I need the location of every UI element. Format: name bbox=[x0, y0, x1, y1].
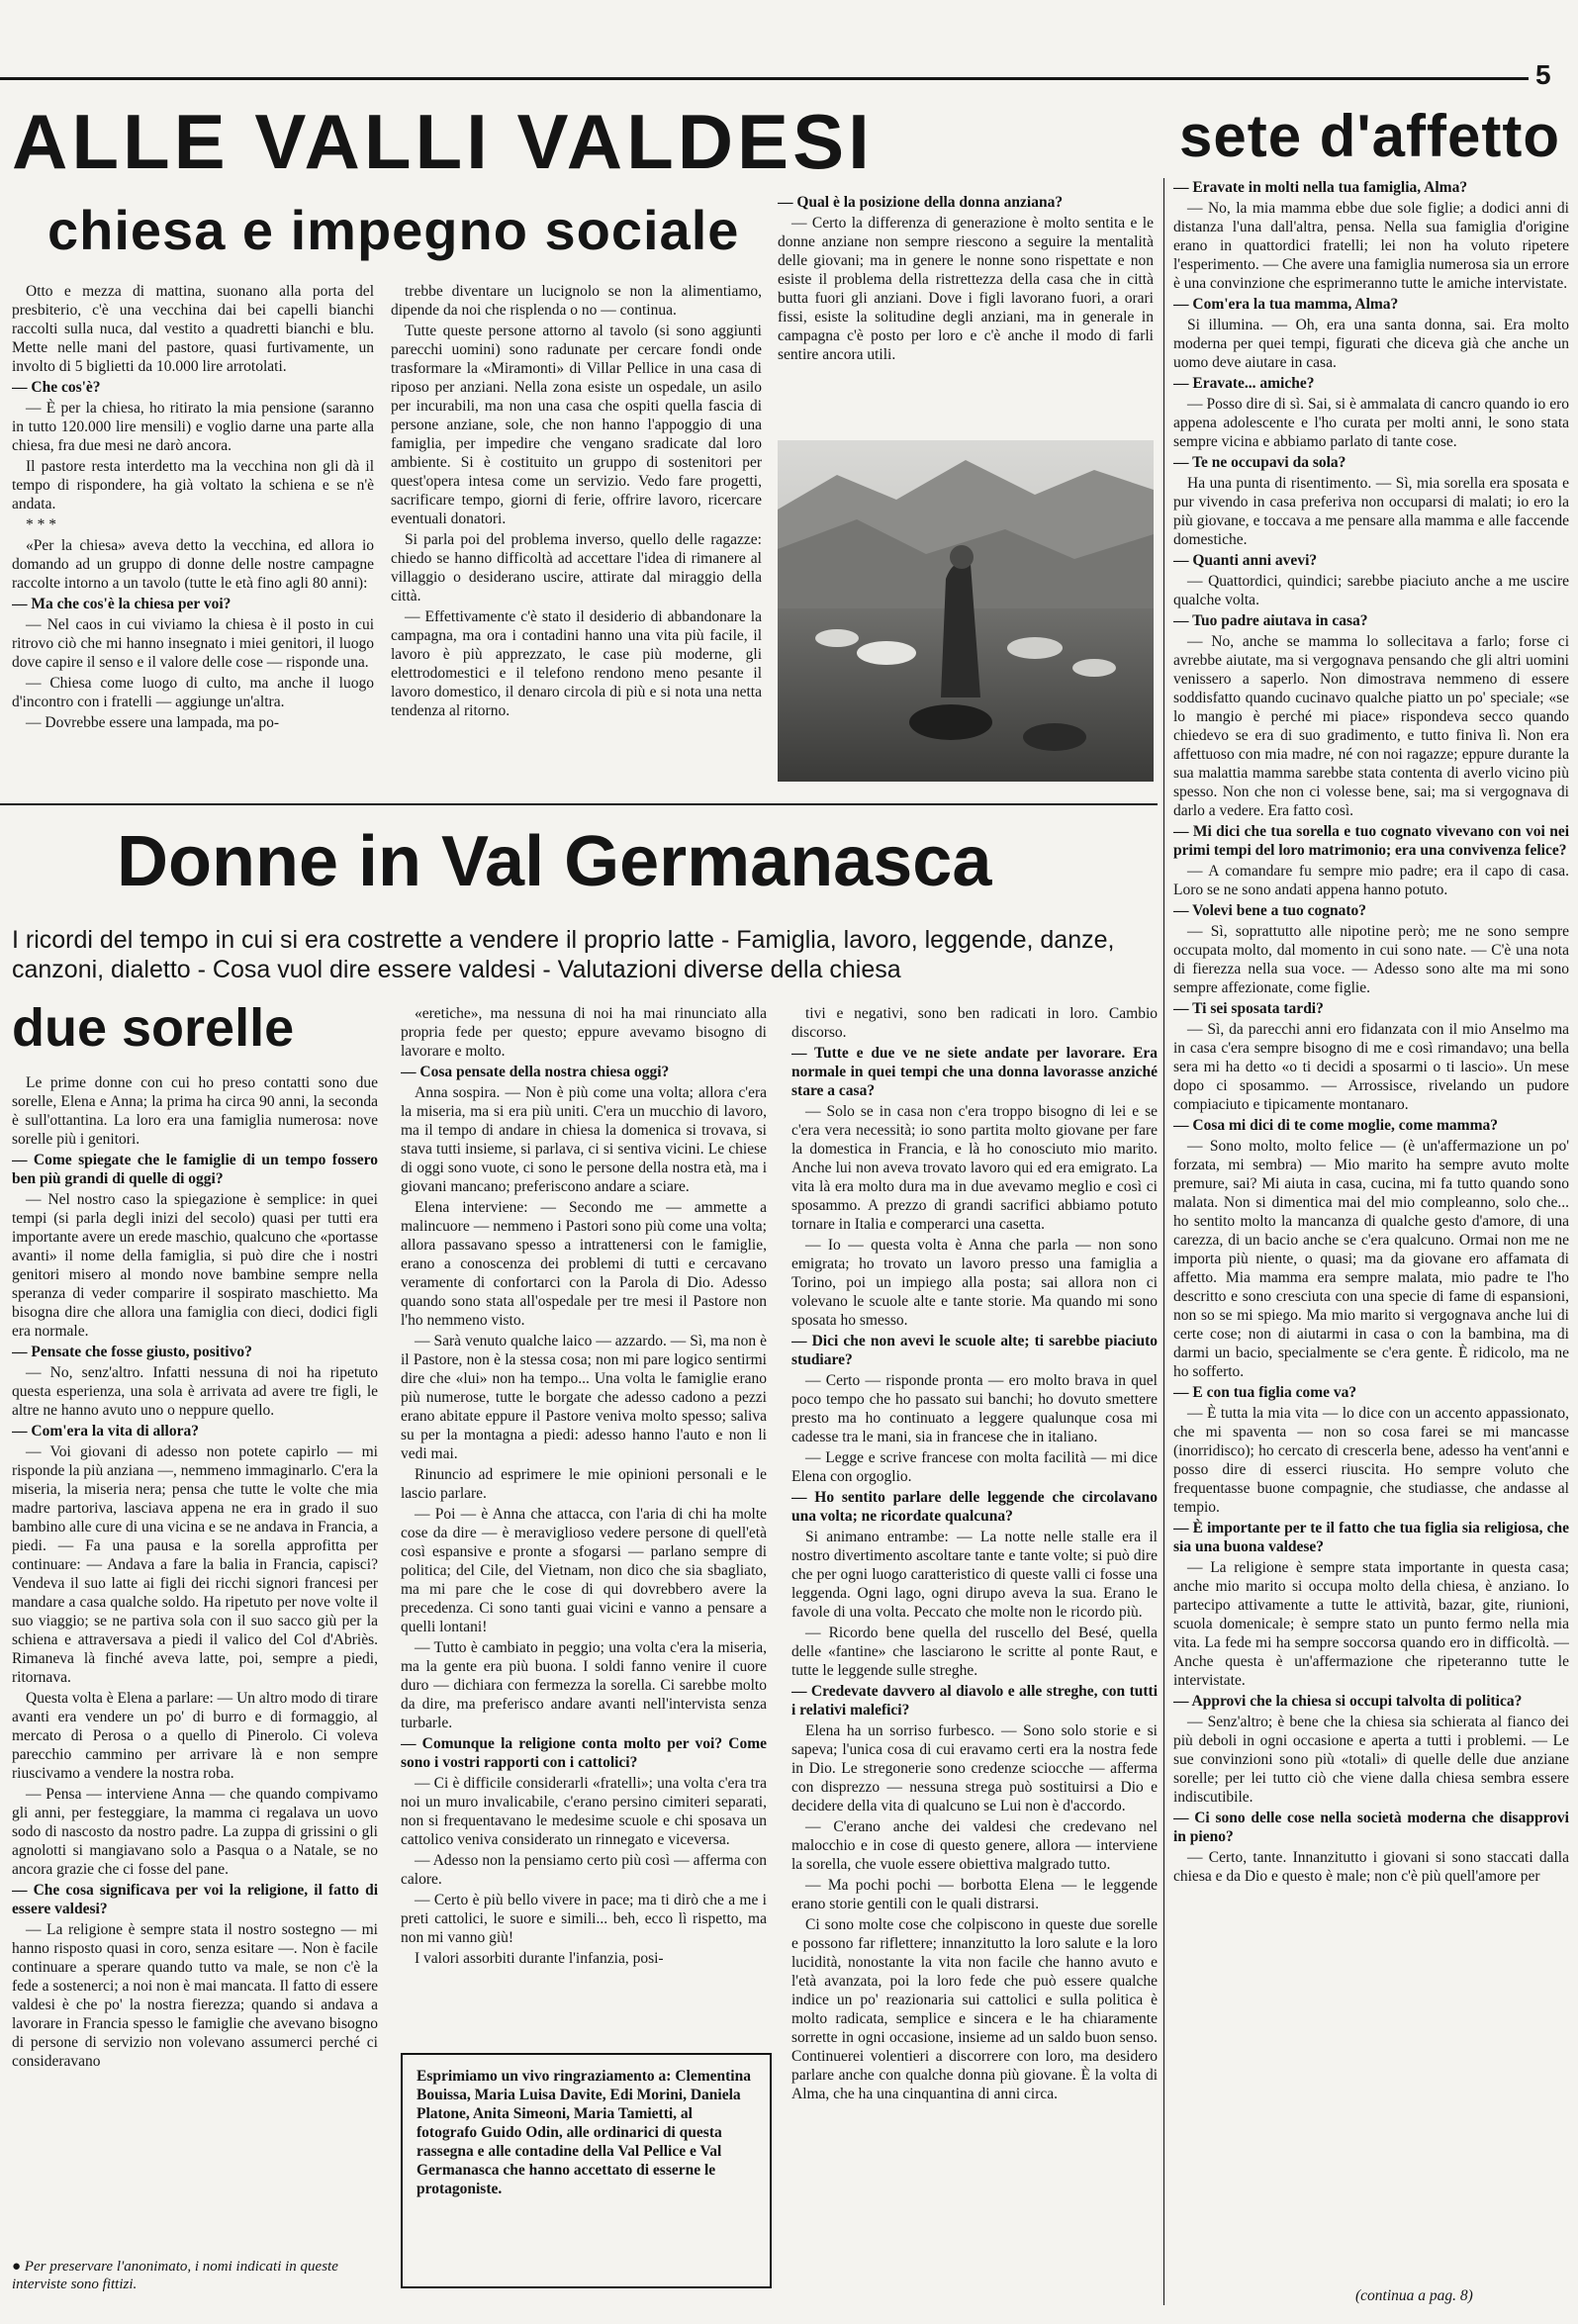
bottom-headline: Donne in Val Germanasca bbox=[117, 822, 992, 901]
paragraph: — Tutto è cambiato in peggio; una volta c'era la miseria, ma la gente era più buona. I soldi fanno venire il cuore duro — dichiara con fermezza la sorella. Ci sarebbe molto da dire, ma preferisco andare avanti nell'intervista senza turbarle. bbox=[401, 1639, 767, 1731]
interview-question: — Com'era la vita di allora? bbox=[12, 1423, 199, 1440]
paragraph: — Certo è più bello vivere in pace; ma ti dirò che a me i preti cattolici, le suore e simili... beh, ecco lì rispetto, ma non mi vanno giù! bbox=[401, 1892, 767, 1946]
top-col-2-text bbox=[391, 282, 762, 720]
paragraph: — Nel caos in cui viviamo la chiesa è il posto in cui ritrovo ciò che mi hanno insegnato i miei genitori, il luogo dove capire il senso e il valore delle cose — risponde una. bbox=[12, 616, 374, 671]
paragraph: — La religione è sempre stata importante in questa casa; anche mio marito si occupa molto della chiesa, è anziano. Io partecipo attivamente a tutte le attività, bazar, gite, riunioni, scuola domenicale; è sempre stato un punto fermo nella mia vita. La fede mi ha sempre soccorsa quando ero in difficoltà. — Anche questa è un'affermazione che ripeteranno tutte le intervistate. bbox=[1173, 1559, 1569, 1689]
paragraph: Il pastore resta interdetto ma la vecchina non gli dà il tempo di rispondere, ha già voltato la schiena e se n'è andata. bbox=[12, 458, 374, 512]
interview-question: — Ci sono delle cose nella società moderna che disapprovi in pieno? bbox=[1173, 1810, 1569, 1845]
paragraph: Elena ha un sorriso furbesco. — Sono solo storie e si sapeva; l'unica cosa di cui eravamo certi era la nostra fede in Dio. Le stregonerie sono credenze sciocche — afferma con disprezzo — nessuna strega può sostituirsi a Dio e decidere della vita di qualcuno se Lui non è d'accordo. bbox=[791, 1722, 1158, 1814]
interview-question: — Cosa mi dici di te come moglie, come mamma? bbox=[1173, 1117, 1499, 1134]
interview-question: — Tuo padre aiutava in casa? bbox=[1173, 612, 1368, 629]
top-col-1 bbox=[12, 282, 374, 791]
paragraph: — Sì, soprattutto alle nipotine però; me ne sono sempre occupata molto, dal momento in cui sono nate. — C'è una nota di fierezza nella sua voce. — Adesso sono alte ma mi sono sempre affezionate, come figlie. bbox=[1173, 923, 1569, 996]
pasture-photo bbox=[778, 440, 1154, 782]
top-subheadline: chiesa e impegno sociale bbox=[47, 199, 740, 261]
paragraph: — Dovrebbe essere una lampada, ma po- bbox=[26, 714, 280, 731]
paragraph: — Ci è difficile considerarli «fratelli»; una volta c'era tra noi un muro invalicabile, c'erano persino cimiteri separati, non si frequentavano le medesime scuole e chi sposava un cattolico veniva considerato un rinnegato e viceversa. bbox=[401, 1775, 767, 1848]
interview-question: — Comunque la religione conta molto per voi? Come sono i vostri rapporti con i cattolici? bbox=[401, 1735, 767, 1771]
interview-question: — Te ne occupavi da sola? bbox=[1173, 454, 1346, 471]
paragraph: — Quattordici, quindici; sarebbe piaciuto anche a me uscire qualche volta. bbox=[1173, 573, 1569, 608]
interview-question: — Come spiegate che le famiglie di un tempo fossero ben più grandi di quelle di oggi? bbox=[12, 1152, 378, 1187]
paragraph: — La religione è sempre stata il nostro sostegno — mi hanno risposto quasi in coro, senza esitare —. Non è facile continuare a sperare quando tutto va male, se non c'è la fede a sostenerci; a noi non è mai mancata. Il fatto di essere valdesi è che po' la nostra fierezza; quando si andava a lavorare in Francia spesso le famiglie che avevano bisogno di persone di servizio non volevano assumerci perché ci consideravano bbox=[12, 1921, 378, 2070]
paragraph: — Ricordo bene quella del ruscello del Besé, quella delle «fantine» che lasciarono le scritte al ponte Raut, e tutte le leggende sulle streghe. bbox=[791, 1625, 1158, 1679]
top-col-1-text bbox=[12, 282, 374, 732]
page-number: 5 bbox=[1535, 59, 1551, 90]
paragraph: Le prime donne con cui ho preso contatti sono due sorelle, Elena e Anna; la prima ha circa 90 anni, la seconda è sull'ottantina. La loro era una famiglia numerosa: nove sorelle più i genitori. bbox=[12, 1074, 378, 1148]
interview-question: — Mi dici che tua sorella e tuo cognato vivevano con voi nei primi tempi del loro matrimonio; era una convivenza felice? bbox=[1173, 823, 1569, 859]
paragraph: Ci sono molte cose che colpiscono in queste due sorelle e possono far riflettere; innanzitutto la loro salute e la loro lucidità, nonostante la vita non facile che hanno avuto e l'età avanzata, poi la loro fede che può essere qualche indice un po' reazionaria sui cattolici e sulla politica è molto radicata, semplice e sincera e le ha chiaramente sorrette in ogni occasione, insieme ad un saldo buon senso. Continuerei volentieri a discorrere con loro, ma desidero parlare anche con qualche donna più giovane. È la volta di Alma, che ha una cinquantina di anni circa. bbox=[791, 1916, 1158, 2102]
paragraph: Rinuncio ad esprimere le mie opinioni personali e le lascio parlare. bbox=[401, 1466, 767, 1502]
credits-box bbox=[401, 2053, 772, 2288]
paragraph: — No, senz'altro. Infatti nessuna di noi ha ripetuto questa esperienza, una sola è arrivata ad avere tre figli, le altre ne hanno avuto uno o neppure quello. bbox=[12, 1364, 378, 1419]
goats-photo-illustration bbox=[778, 440, 1154, 782]
header-rule bbox=[0, 77, 1529, 80]
sidebar-text-body bbox=[1173, 178, 1569, 1886]
paragraph: «Per la chiesa» aveva detto la vecchina, ed allora io domando ad un gruppo di donne delle nostre campagne raccolte intorno a un tavolo (tutte le età fino agli 80 anni): bbox=[12, 537, 374, 592]
sidebar-continued: (continua a pag. 8) bbox=[1355, 2287, 1473, 2304]
paragraph: — È tutta la mia vita — lo dice con un accento appassionato, che mi spaventa — non so cosa farei se mi mancasse (inorridisco); ho cercato di crescerla bene, adesso ha vent'anni e posso dire di esserci riuscita. Ho sempre voluto che frequentasse buone compagnie, che studiasse, che andasse al tempio. bbox=[1173, 1405, 1569, 1516]
interview-question: — Cosa pensate della nostra chiesa oggi? bbox=[401, 1064, 670, 1080]
interview-question: — Tutte e due ve ne siete andate per lavorare. Era normale in quei tempi che una donna lavorasse anziché stare a casa? bbox=[791, 1045, 1158, 1099]
interview-question: — Approvi che la chiesa si occupi talvolta di politica? bbox=[1173, 1693, 1523, 1710]
paragraph: — Voi giovani di adesso non potete capirlo — mi risponde la più anziana —, nemmeno immaginarlo. C'era la miseria, la miseria nera; pensa che tutte le volte che mia madre partoriva, lasciava appena ne era in grado il suo bambino alle cure di una vicina e se ne andava in Francia, a piedi. — Fa una pausa e la sorella approfitta per continuare: — Andava a fare la balia in Francia, capisci? Vendeva il suo latte ai figli dei ricchi signori francesi per mandare a casa qualche soldo. Ha ripetuto per nove volte il suo viaggio; se ne partiva sola con il suo sacco giù per la schiena e attraversava a piedi il valico del Col d'Abriès. Rimaneva là finché aveva latte, poi, sempre a piedi, ritornava. bbox=[12, 1443, 378, 1686]
interview-question: — È importante per te il fatto che tua figlia sia religiosa, che sia una buona valdese? bbox=[1173, 1520, 1569, 1555]
paragraph: — C'erano anche dei valdesi che credevano nel malocchio e in cose di questo genere, allora — interviene la sorella, che vuole essere obiettiva malgrado tutto. bbox=[791, 1818, 1158, 1873]
sidebar-headline: sete d'affetto bbox=[1179, 103, 1560, 169]
paragraph: Ha una punta di risentimento. — Sì, mia sorella era sposata e pur vivendo in casa preferiva non occuparsi di malati; io ero la più giovane, e toccava a me pensare alla mamma e alle faccende domestiche. bbox=[1173, 475, 1569, 548]
paragraph: — Senz'altro; è bene che la chiesa sia schierata al fianco dei più deboli in ogni occasione e aperta a tutti i problemi. — Le sue convinzioni sono più «totali» di quelle delle due anziane sorelle; per lei tutto ciò che viene dalla chiesa sembra essere indiscutibile. bbox=[1173, 1714, 1569, 1806]
paragraph: Tutte queste persone attorno al tavolo (si sono aggiunti parecchi uomini) sono radunate per cercare fondi onde trasformare la «Miramonti» di Villar Pellice in una casa di riposo per anziani. Nella zona esiste un ospedale, un asilo per incurabili, ma non una casa che ospiti quella fascia di persone anziane, sole, che non hanno l'appoggio di una famiglia, per impedire che vengano sradicate dal loro ambiente. Si è costituito un gruppo di sostenitori per quest'opera intesa come un servizio. Vedo fare progetti, sacrificare tempo, giorni di ferie, offrire lavoro, ricercare eventuali donatori. bbox=[391, 323, 762, 527]
paragraph: — È per la chiesa, ho ritirato la mia pensione (saranno in tutto 120.000 lire mensili) e voglio darne una parte alla chiesa, fra due mesi ne darò ancora. bbox=[12, 400, 374, 454]
top-headline: ALLE VALLI VALDESI bbox=[12, 98, 874, 185]
paragraph: — Sono molto, molto felice — (è un'affermazione un po' forzata, mi sembra) — Mio marito ha sempre avuto molte premure, sai? Mi aiuta in casa, cucina, mi fa tutto quando sono malata. Non si dimentica mai del mio compleanno, solo che... ho sentito molto la mancanza di qualche gesto d'amore, di una carezza, di un bacio anche se c'era qualcuno. Ormai non me ne importa più niente, o quasi; ma da giovane ero affamata di affetto. Mia mamma era sempre malata, mio padre te l'ho descritto e sono cresciuta con una specie di fame di espansioni, non so se mi spiego. Ma mio marito si vergognava anche lui di certe cose; non di aiutarmi in casa o con la bambina, ma di darmi un bacio, specialmente se c'era gente. È ridicolo, ma ne ho sofferto. bbox=[1173, 1138, 1569, 1380]
paragraph: — Poi — è Anna che attacca, con l'aria di chi ha molte cose da dire — è meraviglioso vedere persone di quell'età così espansive e pronte a sfogarsi — parlano sempre di politica; del Cile, del Vietnam, non dico che sia sbagliato, ma mi pare che le cose di qui dovrebbero avere la precedenza. Ci sono tanti guai vicini e vanno a pensare a quelli lontani! bbox=[401, 1506, 767, 1635]
interview-question: — Dici che non avevi le scuole alte; ti sarebbe piaciuto studiare? bbox=[791, 1333, 1158, 1368]
interview-question: — Qual è la posizione della donna anziana? bbox=[778, 194, 1064, 211]
interview-question: — Volevi bene a tuo cognato? bbox=[1173, 902, 1367, 919]
sidebar-rule bbox=[1163, 178, 1164, 2305]
anonymity-footnote: ● Per preservare l'anonimato, i nomi indicati in queste interviste sono fittizi. bbox=[12, 2259, 338, 2292]
paragraph: Si animano entrambe: — La notte nelle stalle era il nostro divertimento ascoltare tante e tante volte; si può dire che per ogni luogo caratteristico di queste valli ci fosse una leggenda. Ogni lago, ogni dirupo aveva la sua. Erano le favole di una volta. Peccato che molte non le ricordo più. bbox=[791, 1529, 1158, 1621]
paragraph: Si parla poi del problema inverso, quello delle ragazze: chiedo se hanno difficoltà ad accettare l'idea di rimanere al villaggio o desiderano uscire, attirate dal miraggio della città. bbox=[391, 531, 762, 604]
paragraph: — Nel nostro caso la spiegazione è semplice: in quei tempi (si parla degli inizi del secolo) quasi per tutti era importante avere un erede maschio, qualcuno che «portasse avanti» il nome della famiglia, si può dire che i nostri genitori misero al mondo nove bambine sempre nella speranza di veder comparire il sospirato maschietto. Ma bisogna dire che allora una famiglia con dieci, dodici figli era normale. bbox=[12, 1191, 378, 1340]
bottom-col-1-text bbox=[12, 1073, 378, 2071]
paragraph: trebbe diventare un lucignolo se non la alimentiamo, dipende da noi che risplenda o no — continua. bbox=[391, 283, 762, 319]
section-rule bbox=[0, 803, 1158, 805]
top-col-2 bbox=[391, 282, 762, 796]
interview-question: — Ti sei sposata tardi? bbox=[1173, 1000, 1324, 1017]
interview-question: — Eravate... amiche? bbox=[1173, 375, 1315, 392]
paragraph: — Solo se in casa non c'era troppo bisogno di lei e se c'era vera necessità; io sono partita molto giovane per fare la domestica in Francia, e là ho conosciuto mio marito. Anche lui non aveva trovato lavoro qui ed era emigrato. La vita là era molto dura ma in due avevamo meglio e così ci sposammo. A prezzo di grandi sacrifici abbiamo potuto tornare in Italia e comperarci una casetta. bbox=[791, 1103, 1158, 1233]
paragraph: — No, anche se mamma lo sollecitava a farlo; forse ci avrebbe aiutate, ma si vergognava pensando che gli altri uomini venissero a saperlo. Non dimostrava nemmeno di essere soddisfatto quando cucinavo qualche piatto un po' speciale; «se lo mangio è perché mi piace» rispondeva secco quando chiedevo se era di suo gradimento, e tutto finiva lì. Non era affettuoso con mia madre, né con noi ragazze; eppure durante la sua malattia mamma sarebbe stata contenta di averlo vicino più spesso. Non che non ci volesse bene, sai; ma si vergognava di darlo a vedere. Era fatto così. bbox=[1173, 633, 1569, 819]
interview-question: — Quanti anni avevi? bbox=[1173, 552, 1318, 569]
paragraph: — No, la mia mamma ebbe due sole figlie; a dodici anni di distanza l'una dall'altra, pensa. Nella sua famiglia d'origine erano in quattordici fratelli; lei non ha voluto ripetere l'esperimento. — Che avere una famiglia numerosa sia un errore è una convinzione che esprimeranno tutte le amiche intervistate. bbox=[1173, 200, 1569, 292]
paragraph: Otto e mezza di mattina, suonano alla porta del presbiterio, c'è una vecchina dai bei capelli bianchi raccolti sulla nuca, dal vestito a quadretti bianchi e blu. Mette nelle mani del pastore, quasi furtivamente, un involto di 5 biglietti da 10.000 lire arrotolati. bbox=[12, 283, 374, 375]
paragraph: tivi e negativi, sono ben radicati in loro. Cambio discorso. bbox=[791, 1005, 1158, 1041]
interview-question: — Ma che cos'è la chiesa per voi? bbox=[12, 596, 232, 612]
interview-question: — Pensate che fosse giusto, positivo? bbox=[12, 1344, 252, 1360]
bottom-col-1 bbox=[12, 1073, 378, 2211]
bottom-col-2-text bbox=[401, 1004, 767, 1968]
interview-question: — Credevate davvero al diavolo e alle streghe, con tutti i relativi malefici? bbox=[791, 1683, 1158, 1719]
bottom-col-2 bbox=[401, 1004, 767, 2028]
interview-question: — Che cos'è? bbox=[12, 379, 101, 396]
paragraph: — Sarà venuto qualche laico — azzardo. — Sì, ma non è il Pastore, non è la stessa cosa; non mi pare logico sentirmi dire che «lui» non ha tempo... Una volta le famiglie erano più numerose, tutte le borgate che adesso cadono a pezzi erano abitate eppure il Pastore veniva molto spesso; saliva su per la montagna a piedi: adesso hanno l'auto e non li vedi mai. bbox=[401, 1333, 767, 1462]
paragraph: — Certo, tante. Innanzitutto i giovani si sono staccati dalla chiesa e da Dio e questo è male; non c'è più quell'amore per bbox=[1173, 1849, 1569, 1885]
paragraph: Si illumina. — Oh, era una santa donna, sai. Era molto moderna per quei tempi, figurati che diceva già che anche un uomo deve aiutare in casa. bbox=[1173, 317, 1569, 371]
bottom-subheadline: due sorelle bbox=[12, 998, 295, 1058]
paragraph: — Chiesa come luogo di culto, ma anche il luogo d'incontro con i fratelli — aggiunge un'altra. bbox=[12, 675, 374, 710]
interview-question: — Eravate in molti nella tua famiglia, Alma? bbox=[1173, 179, 1468, 196]
bottom-deck: I ricordi del tempo in cui si era costrette a vendere il proprio latte - Famiglia, lavoro, leggende, danze, canzoni, dialetto - Cosa vuol dire essere valdesi - Valutazioni diverse della chiesa bbox=[12, 926, 1115, 983]
paragraph: — Io — questa volta è Anna che parla — non sono emigrata; ho trovato un lavoro presso una famiglia a Torino, poi un impiego alla posta; sai allora non ci volevano le scuole alte e tante storie. Ma quando mi sono sposata ho smesso. bbox=[791, 1237, 1158, 1329]
bottom-col-3 bbox=[791, 1004, 1158, 2310]
sidebar-text bbox=[1173, 178, 1569, 2280]
bottom-col-3-text bbox=[791, 1004, 1158, 2103]
paragraph: — Posso dire di sì. Sai, si è ammalata di cancro quando io ero appena adolescente e l'ho curata per molti anni, le sono stata sempre vicina e abbiamo parlato di tante cose. bbox=[1173, 396, 1569, 450]
paragraph: I valori assorbiti durante l'infanzia, posi- bbox=[415, 1950, 664, 1967]
paragraph: Anna sospira. — Non è più come una volta; allora c'era la miseria, ma si era più uniti. C'era un mucchio di lavoro, ma il tempo di andare in chiesa la domenica si trovava, si stava tutti insieme, si parlava, ci si sentiva vicini. Le chiese di oggi sono vuote, ci sono le persone della nostra età, ma i giovani mancano; preferiscono andare a sciare. bbox=[401, 1084, 767, 1195]
paragraph: — Adesso non la pensiamo certo più così — afferma con calore. bbox=[401, 1852, 767, 1888]
paragraph: — Pensa — interviene Anna — che quando compivamo gli anni, per festeggiare, la mamma ci regalava un uovo sodo di nascosto da nostro padre. La zuppa di grissini o gli agnolotti si mangiavano solo a Pasqua o a Natale, se no ancora grazie che ci fosse del pane. bbox=[12, 1786, 378, 1878]
interview-question: — Ho sentito parlare delle leggende che circolavano una volta; ne ricordate qualcuna? bbox=[791, 1489, 1158, 1525]
paragraph: — Ma pochi pochi — borbotta Elena — le leggende erano storie gentili con le quali distrarsi. bbox=[791, 1877, 1158, 1912]
paragraph: — Certo — risponde pronta — ero molto brava in quel poco tempo che ho passato sui banchi; ho dovuto smettere presto ma ho continuato a leggere qualunque cosa mi cadesse tra le mani, sia in francese che in italiano. bbox=[791, 1372, 1158, 1445]
interview-question: — E con tua figlia come va? bbox=[1173, 1384, 1357, 1401]
interview-question: — Com'era la tua mamma, Alma? bbox=[1173, 296, 1399, 313]
interview-question: — Che cosa significava per voi la religione, il fatto di essere valdesi? bbox=[12, 1882, 378, 1917]
paragraph: Questa volta è Elena a parlare: — Un altro modo di tirare avanti era vendere un po' di burro e di formaggio, al mercato di Perosa o a quello di Pinerolo. Ci voleva parecchio cammino per arrivare là e non sempre riuscivamo a vendere la nostra roba. bbox=[12, 1690, 378, 1782]
paragraph: — Effettivamente c'è stato il desiderio di abbandonare la campagna, ma ora i contadini hanno una vita più facile, il lavoro è più apprezzato, le case più moderne, gli elettrodomestici e il telefono rendono meno pesante il lavoro domestico, il denaro circola di più e si nota una netta tendenza al ritorno. bbox=[391, 608, 762, 719]
paragraph: «eretiche», ma nessuna di noi ha mai rinunciato alla propria fede per questo; eppure avevamo bisogno di lavorare e molto. bbox=[401, 1005, 767, 1060]
paragraph: Elena interviene: — Secondo me — ammette a malincuore — nemmeno i Pastori sono più come una volta; allora passavano spesso a intrattenersi con le famiglie, erano a conoscenza dei problemi di tutti e cercavano veramente di confortarci con la Parola di Dio. Adesso quando sono stata all'ospedale per tre mesi il Pastore non l'ho nemmeno visto. bbox=[401, 1199, 767, 1329]
paragraph: — Certo la differenza di generazione è molto sentita e le donne anziane non sempre riescono a seguire la mentalità delle giovani; ma in genere le nonne sono rispettate e non esiste il problema della ristrettezza della casa che in città butta fuori gli anziani. Dove i figli lavorano fuori, a orari fissi, esiste la solitudine degli anziani, ma in generale in campagna c'è posto per loro e c'è anche il modo di farli sentire ancora utili. bbox=[778, 215, 1154, 363]
top-col-3-text bbox=[778, 193, 1154, 364]
paragraph: — A comandare fu sempre mio padre; era il capo di casa. Loro se ne sono andati appena hanno potuto. bbox=[1173, 863, 1569, 898]
paragraph: — Sì, da parecchi anni ero fidanzata con il mio Anselmo ma in casa c'era sempre bisogno di me e così rimandavo; una bella sera mi ha detto «o ti decidi a sposarmi o ti lascio». Un mese dopo ci sposammo. — Arrossisce, rivelando un pudore compiaciuto e tipicamente montanaro. bbox=[1173, 1021, 1569, 1113]
credits-text: Esprimiamo un vivo ringraziamento a: Clementina Bouissa, Maria Luisa Davite, Edi Morini, Daniela Platone, Anita Simeoni, Maria Tamietti, al fotografo Guido Odin, alle ordinarici di questa rassegna e alle contadine della Val Pellice e Val Germanasca che hanno accettato di esserne le protagoniste. bbox=[417, 2068, 751, 2197]
paragraph: * * * bbox=[26, 516, 56, 533]
paragraph: — Legge e scrive francese con molta facilità — mi dice Elena con orgoglio. bbox=[791, 1449, 1158, 1485]
top-col-3 bbox=[778, 193, 1154, 428]
